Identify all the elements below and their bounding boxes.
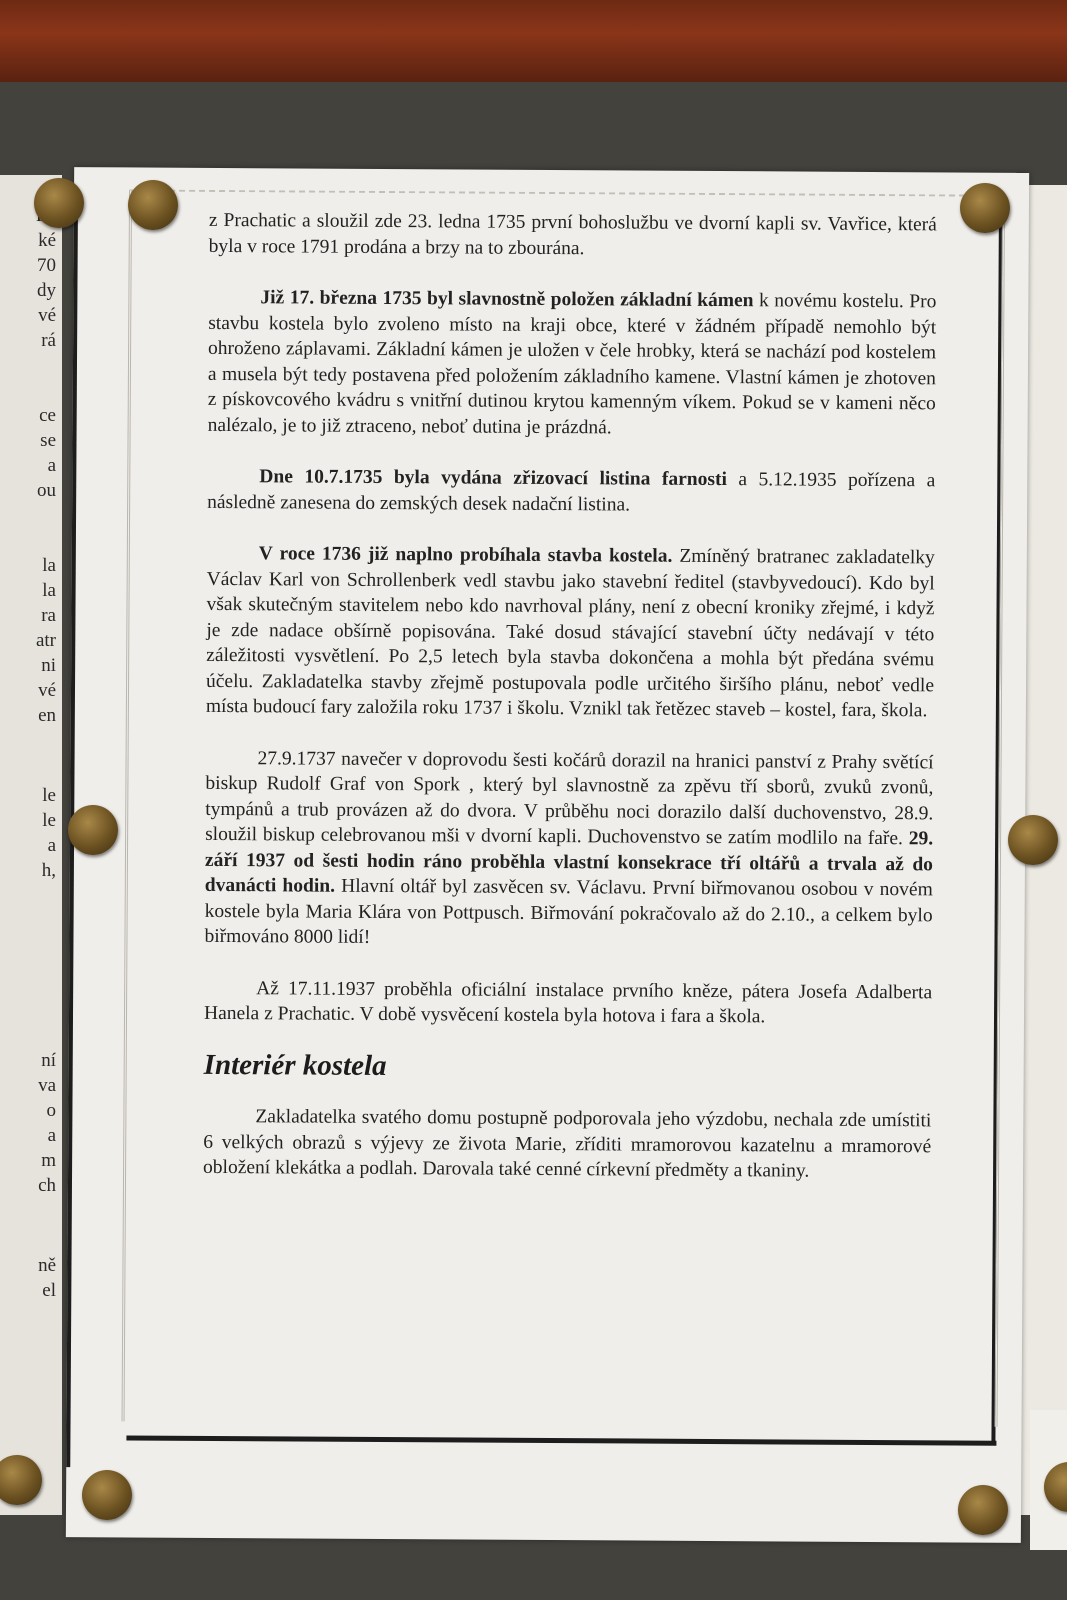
document-sheet	[66, 167, 1029, 1543]
fragment: el	[42, 1280, 56, 1301]
pushpin-icon	[68, 805, 118, 855]
fragment: atr	[35, 630, 56, 651]
fragment: ni	[41, 655, 56, 676]
paragraph-first-priest: Až 17.11.1937 proběhla oficiální instalace prvního kněze, pátera Josefa Adalberta Hanela z Prachatic. V době vysvěcení kostela byla hotova i fara a škola.	[203, 977, 933, 1028]
fragment: a	[47, 455, 56, 476]
fragment: 70	[37, 255, 56, 276]
document-text	[203, 208, 937, 1211]
fragment: ní	[41, 1050, 56, 1071]
fragment: la	[42, 580, 56, 601]
bold-phrase: Dne 10.7.1735 byla vydána zřizovací listina farnosti	[259, 466, 727, 491]
fragment: a	[47, 835, 56, 856]
paragraph-construction: V roce 1736 již naplno probíhala stavba kostela. Zmíněný bratranec zakladatelky Václav Karl von Schrollenberk vedl stavbu jako stavební ředitel (stavbyvedoucí). Kdo byl však skutečným stavitelem nebo kdo navrhoval plány, není z obecní kroniky zřejmé, i když je zde nadace obšírně popisována. Také dosud stávající stavební účty nedávají v této záležitosti vysvětlení. Po 2,5 letech byla stavba dokončena a mohla být předána svému účelu. Zakladatelka stavby zřejmě postupovala podle určitého širšího plánu, neboť vedle místa budoucí fary založila roku 1737 i školu. Vznikl tak řetězec staveb – kostel, fara, škola.	[205, 543, 935, 722]
fragment: rá	[41, 330, 56, 351]
pushpin-icon	[34, 178, 84, 228]
bold-phrase: V roce 1736 již naplno probíhala stavba kostela.	[258, 543, 673, 567]
section-heading: Interiér kostela	[203, 1048, 387, 1082]
paragraph-consecration: 27.9.1737 navečer v doprovodu šesti kočárů dorazil na hranici panství z Prahy světící biskup Rudolf Graf von Spork , který byl slavnostně za zpěvu tří sborů, zvuků zvonů, tympánů a trub provázen až do dvora. V průběhu noci dorazilo další duchovenstvo, 28.9. sloužil biskup celebrovanou mši v dvorní kapli. Duchovenstvo se zatím modlilo na faře. 29. září 1937 od šesti hodin ráno proběhla vlastní konsekrace tří oltářů a trvala až do dvanácti hodin. Hlavní oltář byl zasvěcen sv. Václavu. První biřmovanou osobou v novém kostele byla Maria Klára von Pottpusch. Biřmování pokračovalo až do 2.10., a celkem bylo biřmováno 8000 lidí!	[204, 747, 934, 948]
pushpin-icon	[82, 1470, 132, 1520]
pushpin-icon	[128, 180, 178, 230]
fragment: ce	[39, 405, 56, 426]
fragment: le	[42, 785, 56, 806]
pushpin-icon	[1008, 815, 1058, 865]
fragment: se	[40, 430, 56, 451]
bold-phrase: 29. září 1937 od šesti hodin ráno proběhla vlastní konsekrace tří oltářů a trvala až do dvanácti hodin.	[204, 828, 934, 897]
paragraph-interior: Zakladatelka svatého domu postupně podporovala jeho výzdobu, nechala zde umístiti 6 velkých obrazů s výjevy ze života Marie, zříditi mramorovou kazatelnu a mramorové obložení klekátka a podlah. Darovala také cenné církevní předměty a tkaniny.	[203, 1106, 932, 1182]
wooden-frame	[0, 0, 1067, 82]
bold-phrase: Již 17. března 1735 byl slavnostně položen základní kámen	[260, 287, 754, 312]
fragment: vé	[38, 305, 56, 326]
fragment: va	[38, 1075, 56, 1096]
fragment: ně	[38, 1255, 56, 1276]
fragment: vé	[38, 680, 56, 701]
fragment: ch	[38, 1175, 56, 1196]
fragment: h,	[41, 860, 56, 881]
paragraph-foundation-stone: Již 17. března 1735 byl slavnostně položen základní kámen k novému kostelu. Pro stavbu kostela bylo zvoleno místo na kraji obce, které v žádném případě nemohlo být ohroženo záplavami. Základní kámen je uložen v čele hrobky, která se nachází pod kostelem a musela být tedy postavena před položením základního kamene. Vlastní kámen je zhotoven z pískovcového kvádru s vnitřní dutinou krytou kamenným víkem. Pokud se v kameni něco nalézalo, je to již ztraceno, neboť dutina je prázdná.	[207, 287, 937, 438]
fragment: a	[47, 1125, 56, 1146]
fragment: ra	[41, 605, 56, 626]
left-adjacent-sheet	[0, 175, 62, 1515]
fragment: ou	[37, 480, 56, 501]
fragment: le	[42, 810, 56, 831]
fragment: dy	[37, 280, 56, 301]
fragment: ké	[38, 230, 56, 251]
paragraph-intro: z Prachatic a sloužil zde 23. ledna 1735 první bohoslužbu ve dvorní kapli sv. Vavřice, která byla v roce 1791 prodána a brzy na to zbourána.	[208, 209, 937, 259]
pushpin-icon	[958, 1485, 1008, 1535]
border-line-bottom	[126, 1435, 996, 1445]
pushpin-icon	[960, 183, 1010, 233]
fragment: m	[41, 1150, 56, 1171]
fragment: o	[46, 1100, 56, 1121]
fragment: en	[38, 705, 56, 726]
paragraph-parish-charter: Dne 10.7.1735 byla vydána zřizovací listina farnosti a 5.12.1935 pořízena a následně zanesena do zemských desek nadační listina.	[207, 466, 936, 515]
fragment: la	[42, 555, 56, 576]
